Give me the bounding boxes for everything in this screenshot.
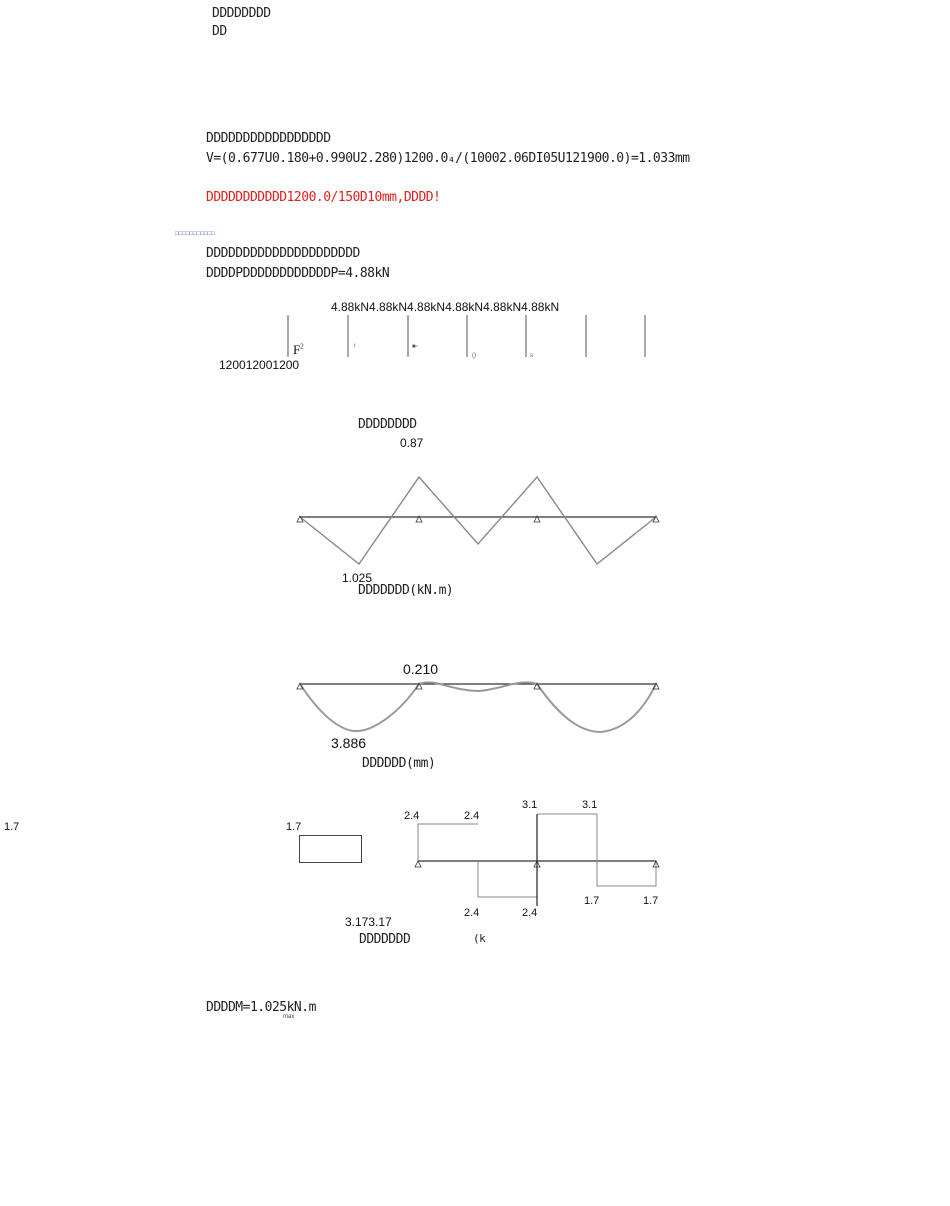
small-link[interactable]: □□□□□□□□□□□ (175, 231, 215, 237)
shear-top-label-2: 2.4 (464, 810, 480, 822)
shear-top-label-3-clip (522, 799, 542, 811)
shear-left-box-value: 1.7 (286, 821, 302, 833)
shear-top-label-4-clip (582, 799, 602, 811)
moment-bottom-value-clip (340, 571, 380, 585)
shear-bottom-label-2: 2.4 (522, 907, 538, 919)
load-line-2: DDDDPDDDDDDDDDDDDP=4.88kN (206, 266, 390, 281)
deflection-top-value: 0.210 (403, 661, 439, 677)
deflection-curve (300, 682, 656, 732)
deflection-caption: DDDDDD(mm) (362, 756, 436, 771)
load-labels: 4.88kN4.88kN4.88kN4.88kN4.88kN4.88kN (331, 300, 560, 314)
moment-top-value: 0.87 (400, 436, 424, 450)
shear-bottom-label-4-clip (643, 895, 663, 907)
shear-caption-unit: (k (473, 932, 486, 945)
shear-seg-4 (597, 861, 656, 886)
header-line-1: DDDDDDDD (212, 6, 271, 21)
glyph-3: () (472, 353, 476, 359)
moment-title: DDDDDDDD (358, 417, 417, 432)
load-line-1: DDDDDDDDDDDDDDDDDDDDD (206, 246, 360, 261)
deflection-caption-clip (360, 756, 450, 771)
deflection-heading: DDDDDDDDDDDDDDDDD (206, 131, 331, 146)
shear-left-edge-value: 1.7 (4, 821, 20, 833)
deflection-result: DDDDDDDDDDD1200.0/150D10mm,DDDD! (206, 190, 441, 205)
moment-curve (300, 477, 656, 564)
shear-bottom-label-3: 1.7 (584, 895, 600, 907)
shear-left-box-clip (286, 821, 316, 833)
deflection-bottom-value: 3.886 (331, 735, 367, 751)
shear-seg-1 (418, 824, 478, 861)
shear-top-label-3: 3.1 (522, 799, 538, 811)
glyph-4: s (530, 353, 533, 359)
glyph-2: ■▫ (412, 344, 418, 350)
shear-caption-clip (358, 932, 418, 947)
deflection-formula: V=(0.677U0.180+0.990U2.280)1200.0₄/(10002.06DI05U121900.0)=1.033mm (206, 151, 690, 166)
f-label: $F^2$ (293, 342, 304, 357)
shear-caption: DDDDDDD (359, 932, 411, 947)
shear-bottom-label-1: 2.4 (464, 907, 480, 919)
shear-left-bottom-value: 3.173.17 (345, 915, 392, 929)
shear-top-label-1: 2.4 (404, 810, 420, 822)
load-diagram (280, 312, 660, 360)
glyph-1: ! (354, 344, 356, 350)
spans-label: 120012001200 (219, 358, 300, 372)
shear-bottom-label-2-clip (522, 907, 542, 919)
moment-top-value-clip (398, 436, 438, 450)
max-moment: DDDDM=1.025kN.m (206, 1000, 316, 1015)
shear-bottom-label-3-clip (584, 895, 604, 907)
moment-bottom-value: 1.025 (342, 571, 373, 585)
shear-bottom-label-4: 1.7 (643, 895, 659, 907)
header-line-2: DD (212, 24, 227, 39)
shear-seg-3 (537, 814, 597, 861)
shear-seg-2 (478, 861, 537, 897)
shear-diagram (410, 810, 665, 905)
shear-support-1 (415, 861, 421, 867)
shear-top-label-4: 3.1 (582, 799, 598, 811)
moment-caption: DDDDDDD(kN.m) (358, 583, 454, 598)
shear-bottom-label-1-clip (464, 907, 484, 919)
shear-caption-unit-clip (473, 932, 493, 945)
shear-left-edge-clip (4, 821, 34, 833)
deflection-diagram (290, 672, 665, 742)
shear-left-box (299, 835, 362, 863)
max-moment-subscript: max (283, 1014, 295, 1020)
moment-diagram (290, 470, 665, 570)
